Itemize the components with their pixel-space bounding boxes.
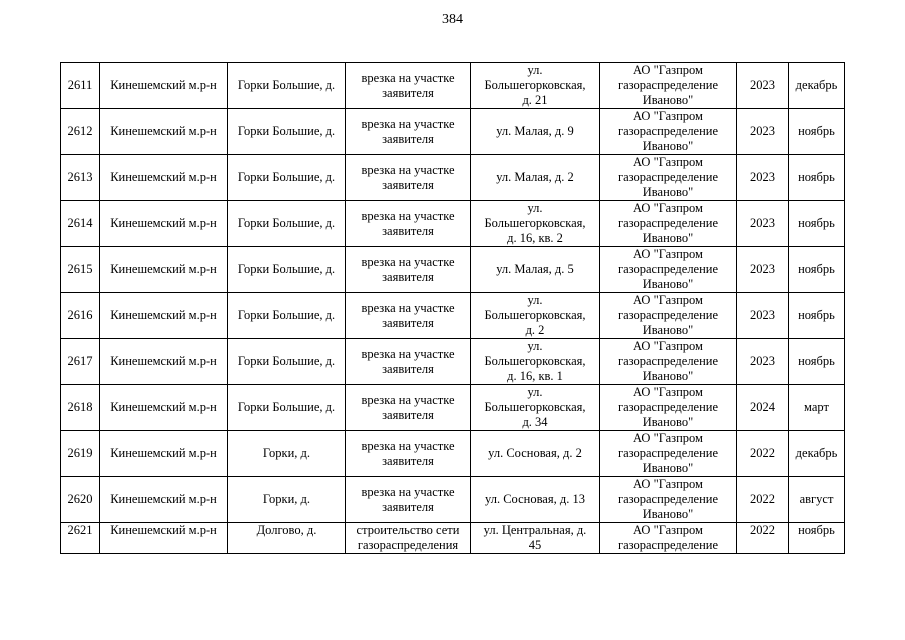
cell-work-type bbox=[346, 431, 471, 477]
cell-organization-line: АО "Газпром bbox=[633, 247, 703, 261]
cell-address-line: ул. bbox=[527, 293, 543, 307]
cell-district: Кинешемский м.р-н bbox=[100, 523, 228, 554]
cell-work-type bbox=[346, 385, 471, 431]
cell-organization-line: АО "Газпром bbox=[633, 477, 703, 491]
cell-district: Кинешемский м.р-н bbox=[100, 431, 228, 477]
cell-address bbox=[471, 293, 600, 339]
cell-year: 2022 bbox=[737, 431, 789, 477]
cell-organization-line: газораспределение bbox=[617, 262, 719, 276]
cell-number: 2617 bbox=[61, 339, 100, 385]
cell-organization-line: АО "Газпром bbox=[633, 385, 703, 399]
cell-organization bbox=[600, 385, 737, 431]
cell-address-line: ул. Малая, д. 2 bbox=[496, 170, 574, 184]
cell-month: ноябрь bbox=[789, 523, 845, 554]
cell-organization-line: Иваново" bbox=[642, 461, 694, 475]
cell-work-type-line: строительство сети bbox=[356, 523, 460, 537]
cell-work-type-line: врезка на участке bbox=[361, 116, 455, 131]
cell-work-type-line: заявителя bbox=[382, 361, 434, 376]
cell-organization-line: Иваново" bbox=[642, 323, 694, 337]
cell-organization-line: газораспределение bbox=[617, 492, 719, 506]
cell-organization-line: газораспределение bbox=[617, 170, 719, 184]
cell-work-type-line: врезка на участке bbox=[361, 438, 455, 453]
cell-number: 2614 bbox=[61, 201, 100, 247]
cell-organization-line: газораспределение bbox=[617, 124, 719, 138]
cell-work-type-line: заявителя bbox=[382, 499, 434, 514]
cell-month: декабрь bbox=[789, 431, 845, 477]
cell-organization-line: Иваново" bbox=[642, 139, 694, 153]
cell-organization-line: АО "Газпром bbox=[633, 339, 703, 353]
cell-month: ноябрь bbox=[789, 155, 845, 201]
cell-address-line: Большегорковская, bbox=[484, 400, 586, 414]
cell-locality: Горки, д. bbox=[228, 431, 346, 477]
cell-district: Кинешемский м.р-н bbox=[100, 109, 228, 155]
cell-organization-line: газораспределение bbox=[617, 446, 719, 460]
cell-address-line: ул. Малая, д. 5 bbox=[496, 262, 574, 276]
table-row bbox=[61, 385, 845, 431]
cell-organization-line: газораспределение bbox=[617, 78, 719, 92]
table-row bbox=[61, 63, 845, 109]
cell-organization-line: газораспределение bbox=[617, 216, 719, 230]
cell-work-type bbox=[346, 63, 471, 109]
cell-locality: Горки, д. bbox=[228, 477, 346, 523]
table-body bbox=[61, 63, 845, 554]
cell-address-line: ул. bbox=[527, 63, 543, 77]
cell-organization bbox=[600, 431, 737, 477]
cell-organization bbox=[600, 293, 737, 339]
cell-number: 2619 bbox=[61, 431, 100, 477]
cell-address bbox=[471, 109, 600, 155]
cell-locality: Горки Большие, д. bbox=[228, 293, 346, 339]
cell-work-type-line: заявителя bbox=[382, 407, 434, 422]
cell-district: Кинешемский м.р-н bbox=[100, 247, 228, 293]
cell-address-line: ул. bbox=[527, 339, 543, 353]
table-row bbox=[61, 431, 845, 477]
cell-address-line: д. 34 bbox=[522, 415, 548, 429]
cell-work-type-line: врезка на участке bbox=[361, 208, 455, 223]
table-row bbox=[61, 201, 845, 247]
cell-organization-line: газораспределение bbox=[617, 354, 719, 368]
cell-work-type-line: врезка на участке bbox=[361, 254, 455, 269]
cell-organization-line: газораспределение bbox=[617, 308, 719, 322]
cell-district: Кинешемский м.р-н bbox=[100, 201, 228, 247]
cell-organization bbox=[600, 247, 737, 293]
cell-organization-line: АО "Газпром bbox=[633, 431, 703, 445]
cell-locality: Горки Большие, д. bbox=[228, 339, 346, 385]
cell-address-line: ул. Центральная, д. bbox=[483, 523, 587, 537]
cell-district: Кинешемский м.р-н bbox=[100, 339, 228, 385]
cell-organization bbox=[600, 339, 737, 385]
cell-month: ноябрь bbox=[789, 247, 845, 293]
cell-year: 2023 bbox=[737, 247, 789, 293]
table-row bbox=[61, 477, 845, 523]
cell-address-line: 45 bbox=[528, 538, 542, 552]
cell-work-type-line: заявителя bbox=[382, 85, 434, 100]
cell-year: 2023 bbox=[737, 339, 789, 385]
cell-address-line: д. 16, кв. 1 bbox=[507, 369, 563, 383]
cell-month: август bbox=[789, 477, 845, 523]
cell-locality: Горки Большие, д. bbox=[228, 201, 346, 247]
cell-organization-line: Иваново" bbox=[642, 231, 694, 245]
cell-work-type-line: заявителя bbox=[382, 269, 434, 284]
cell-organization-line: Иваново" bbox=[642, 185, 694, 199]
cell-year: 2023 bbox=[737, 293, 789, 339]
cell-organization-line: Иваново" bbox=[642, 369, 694, 383]
cell-address bbox=[471, 431, 600, 477]
cell-work-type bbox=[346, 201, 471, 247]
cell-organization-line: АО "Газпром bbox=[633, 293, 703, 307]
cell-address bbox=[471, 385, 600, 431]
cell-organization-line: газораспределение bbox=[617, 538, 719, 552]
cell-month: ноябрь bbox=[789, 293, 845, 339]
cell-number: 2611 bbox=[61, 63, 100, 109]
cell-work-type bbox=[346, 293, 471, 339]
cell-number: 2621 bbox=[61, 523, 100, 554]
cell-year: 2024 bbox=[737, 385, 789, 431]
cell-work-type-line: заявителя bbox=[382, 453, 434, 468]
cell-work-type-line: заявителя bbox=[382, 131, 434, 146]
cell-work-type bbox=[346, 339, 471, 385]
table-row bbox=[61, 523, 845, 554]
cell-number: 2612 bbox=[61, 109, 100, 155]
cell-year: 2022 bbox=[737, 523, 789, 554]
cell-organization bbox=[600, 477, 737, 523]
cell-organization bbox=[600, 63, 737, 109]
cell-organization-line: АО "Газпром bbox=[633, 63, 703, 77]
cell-organization-line: Иваново" bbox=[642, 93, 694, 107]
cell-work-type bbox=[346, 523, 471, 554]
cell-number: 2616 bbox=[61, 293, 100, 339]
cell-organization bbox=[600, 201, 737, 247]
cell-locality: Горки Большие, д. bbox=[228, 109, 346, 155]
cell-year: 2023 bbox=[737, 201, 789, 247]
cell-district: Кинешемский м.р-н bbox=[100, 155, 228, 201]
cell-organization-line: АО "Газпром bbox=[633, 155, 703, 169]
page-number: 384 bbox=[442, 12, 463, 27]
cell-work-type bbox=[346, 477, 471, 523]
cell-month: ноябрь bbox=[789, 109, 845, 155]
cell-work-type bbox=[346, 109, 471, 155]
cell-address-line: Большегорковская, bbox=[484, 308, 586, 322]
cell-work-type-line: газораспределения bbox=[357, 538, 459, 552]
cell-address-line: ул. bbox=[527, 201, 543, 215]
cell-organization-line: Иваново" bbox=[642, 507, 694, 521]
cell-address-line: ул. bbox=[527, 385, 543, 399]
cell-address-line: д. 16, кв. 2 bbox=[507, 231, 563, 245]
table-row bbox=[61, 155, 845, 201]
cell-year: 2023 bbox=[737, 155, 789, 201]
cell-year: 2023 bbox=[737, 63, 789, 109]
cell-address-line: Большегорковская, bbox=[484, 78, 586, 92]
cell-address bbox=[471, 63, 600, 109]
cell-organization-line: АО "Газпром bbox=[633, 201, 703, 215]
cell-organization-line: Иваново" bbox=[642, 277, 694, 291]
cell-address bbox=[471, 523, 600, 554]
cell-district: Кинешемский м.р-н bbox=[100, 63, 228, 109]
cell-number: 2615 bbox=[61, 247, 100, 293]
cell-organization bbox=[600, 109, 737, 155]
cell-address bbox=[471, 201, 600, 247]
cell-month: декабрь bbox=[789, 63, 845, 109]
cell-address-line: ул. Сосновая, д. 2 bbox=[488, 446, 582, 460]
table-row bbox=[61, 339, 845, 385]
cell-work-type-line: врезка на участке bbox=[361, 70, 455, 85]
cell-organization-line: газораспределение bbox=[617, 400, 719, 414]
cell-district: Кинешемский м.р-н bbox=[100, 293, 228, 339]
table-row bbox=[61, 109, 845, 155]
cell-work-type-line: врезка на участке bbox=[361, 300, 455, 315]
cell-work-type-line: врезка на участке bbox=[361, 484, 455, 499]
table-row bbox=[61, 293, 845, 339]
cell-work-type bbox=[346, 155, 471, 201]
table-row bbox=[61, 247, 845, 293]
cell-address-line: ул. Малая, д. 9 bbox=[496, 124, 574, 138]
cell-address bbox=[471, 477, 600, 523]
cell-work-type-line: заявителя bbox=[382, 315, 434, 330]
cell-address bbox=[471, 339, 600, 385]
cell-number: 2618 bbox=[61, 385, 100, 431]
cell-year: 2022 bbox=[737, 477, 789, 523]
cell-month: март bbox=[789, 385, 845, 431]
cell-year: 2023 bbox=[737, 109, 789, 155]
cell-work-type-line: заявителя bbox=[382, 177, 434, 192]
cell-address-line: д. 21 bbox=[522, 93, 548, 107]
register-table bbox=[60, 62, 845, 554]
cell-address-line: Большегорковская, bbox=[484, 216, 586, 230]
cell-work-type-line: врезка на участке bbox=[361, 392, 455, 407]
cell-month: ноябрь bbox=[789, 339, 845, 385]
cell-work-type bbox=[346, 247, 471, 293]
cell-number: 2613 bbox=[61, 155, 100, 201]
cell-locality: Горки Большие, д. bbox=[228, 247, 346, 293]
cell-address-line: Большегорковская, bbox=[484, 354, 586, 368]
cell-number: 2620 bbox=[61, 477, 100, 523]
cell-district: Кинешемский м.р-н bbox=[100, 385, 228, 431]
cell-work-type-line: врезка на участке bbox=[361, 346, 455, 361]
cell-address-line: д. 2 bbox=[525, 323, 545, 337]
cell-locality: Горки Большие, д. bbox=[228, 63, 346, 109]
cell-organization-line: АО "Газпром bbox=[633, 109, 703, 123]
cell-month: ноябрь bbox=[789, 201, 845, 247]
cell-organization bbox=[600, 523, 737, 554]
cell-address bbox=[471, 155, 600, 201]
cell-organization bbox=[600, 155, 737, 201]
cell-locality: Долгово, д. bbox=[228, 523, 346, 554]
cell-organization-line: Иваново" bbox=[642, 415, 694, 429]
cell-address bbox=[471, 247, 600, 293]
cell-organization-line: АО "Газпром bbox=[633, 523, 703, 537]
cell-district: Кинешемский м.р-н bbox=[100, 477, 228, 523]
cell-address-line: ул. Сосновая, д. 13 bbox=[485, 492, 585, 506]
cell-locality: Горки Большие, д. bbox=[228, 385, 346, 431]
cell-locality: Горки Большие, д. bbox=[228, 155, 346, 201]
cell-work-type-line: заявителя bbox=[382, 223, 434, 238]
cell-work-type-line: врезка на участке bbox=[361, 162, 455, 177]
